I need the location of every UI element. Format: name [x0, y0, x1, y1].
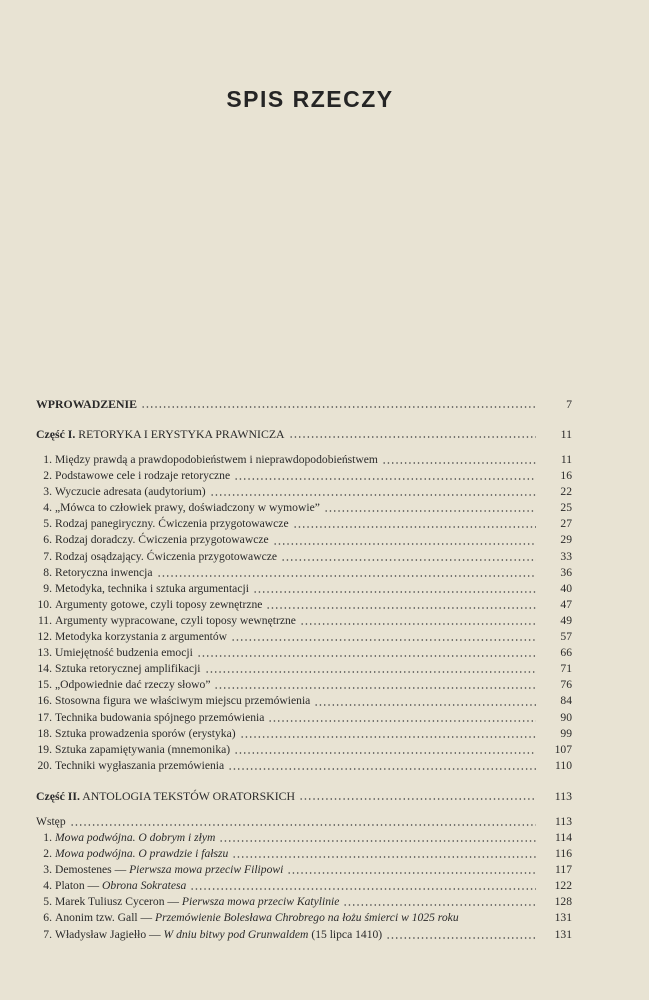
toc-entry	[36, 452, 572, 468]
entry-text: Sztuka prowadzenia sporów (erystyka)	[55, 726, 236, 740]
toc-entry	[36, 565, 572, 581]
page-number: 84	[560, 694, 572, 708]
page-number: 113	[555, 815, 572, 828]
entry-number: 14.	[37, 662, 52, 676]
entry-number: 5.	[43, 895, 52, 909]
entry-label	[36, 629, 227, 645]
entry-number: 8.	[43, 565, 52, 579]
entry-number: 3.	[43, 863, 52, 877]
page-number: 128	[554, 895, 572, 909]
page-number: 66	[560, 646, 572, 660]
entry-text: Umiejętność budzenia emocji	[55, 646, 193, 660]
entry-number: 17.	[37, 710, 52, 724]
entry-text: Argumenty wypracowane, czyli toposy wewnętrzne	[55, 613, 296, 627]
dot-leader	[253, 591, 536, 593]
entry-title-italic: Przemówienie Bolesława Chrobrego na łożu śmierci w 1025 roku	[155, 911, 459, 925]
page-number: 29	[560, 533, 572, 547]
dot-leader	[273, 543, 536, 545]
entry-label	[36, 830, 215, 846]
entry-number: 20.	[37, 758, 52, 772]
entry-label	[36, 500, 320, 516]
dot-leader	[281, 559, 536, 561]
entry-label	[36, 549, 277, 565]
page-number: 47	[560, 597, 572, 611]
dot-leader	[157, 575, 536, 577]
page-number: 71	[560, 662, 572, 676]
entry-text: Wyczucie adresata (audytorium)	[55, 485, 206, 499]
entry-title-italic: Pierwsza mowa przeciw Filipowi	[129, 863, 284, 877]
toc-entry-part2	[36, 788, 572, 804]
dot-leader	[266, 607, 536, 609]
dot-leader	[299, 798, 536, 800]
toc-entry	[36, 597, 572, 613]
entry-text: Marek Tuliusz Cyceron —	[55, 895, 182, 909]
dot-leader	[382, 462, 536, 464]
entry-number: 15.	[37, 678, 52, 692]
page-number: 16	[560, 469, 572, 483]
toc-entry	[36, 468, 572, 484]
dot-leader	[190, 888, 536, 890]
entry-title-italic: Mowa podwójna. O prawdzie i fałszu	[55, 847, 229, 861]
page-number: 40	[560, 581, 572, 595]
page-number: 131	[554, 911, 572, 925]
entry-text: Między prawdą a prawdopodobieństwem i nieprawdopodobieństwem	[55, 453, 378, 466]
toc-part2-heading	[36, 788, 572, 804]
entry-number: 7.	[43, 927, 52, 941]
entry-number: 18.	[37, 726, 52, 740]
dot-leader	[268, 720, 536, 722]
dot-leader	[287, 872, 536, 874]
entry-number: 13.	[37, 646, 52, 660]
entry-text: Anonim tzw. Gall —	[55, 911, 156, 925]
page-number: 76	[560, 678, 572, 692]
entry-label	[36, 862, 283, 878]
entry-number: 5.	[43, 517, 52, 531]
entry-number: 16.	[37, 694, 52, 708]
dot-leader	[232, 856, 536, 858]
entry-label	[36, 581, 249, 597]
entry-number: 1.	[43, 453, 52, 466]
entry-label	[36, 910, 459, 926]
toc-entry	[36, 894, 572, 910]
entry-number: 4.	[43, 501, 52, 515]
entry-label	[36, 758, 224, 774]
toc-part2-intro	[36, 814, 572, 830]
entry-text: Argumenty gotowe, czyli toposy zewnętrzne	[55, 597, 263, 611]
entry-text: Stosowna figura we właściwym miejscu przemówienia	[55, 694, 311, 708]
entry-text: „Odpowiednie dać rzeczy słowo”	[55, 678, 211, 692]
entry-text: Rodzaj panegiryczny. Ćwiczenia przygotowawcze	[55, 517, 289, 531]
dot-leader	[205, 671, 536, 673]
dot-leader	[234, 478, 536, 480]
page-number: 122	[554, 879, 572, 893]
entry-text: Sztuka retorycznej amplifikacji	[55, 662, 201, 676]
entry-label	[36, 894, 339, 910]
toc-part2-items	[36, 830, 572, 943]
toc-entry	[36, 846, 572, 862]
entry-label	[36, 742, 230, 758]
toc-entry	[36, 581, 572, 597]
page-number: 25	[560, 501, 572, 515]
page-number: 110	[555, 758, 572, 772]
part-title: RETORYKA I ERYSTYKA PRAWNICZA	[78, 427, 285, 441]
entry-label	[36, 645, 193, 661]
entry-text: „Mówca to człowiek prawy, doświadczony w wymowie”	[55, 501, 320, 515]
dot-leader	[343, 904, 536, 906]
toc-entry	[36, 927, 572, 943]
page-number: 90	[560, 710, 572, 724]
entry-number: 12.	[37, 630, 52, 644]
dot-leader	[228, 768, 536, 770]
dot-leader	[70, 824, 536, 826]
toc-part1-heading	[36, 426, 572, 442]
dot-leader	[210, 494, 536, 496]
toc-entry	[36, 549, 572, 565]
dot-leader	[141, 406, 536, 408]
dot-leader	[234, 752, 536, 754]
entry-text: Rodzaj osądzający. Ćwiczenia przygotowawcze	[55, 549, 278, 563]
entry-label	[36, 846, 228, 862]
page-number: 11	[560, 453, 572, 466]
toc-entry	[36, 710, 572, 726]
page-number: 33	[560, 549, 572, 563]
toc-entry	[36, 532, 572, 548]
toc-entry	[36, 910, 572, 926]
page-number: 11	[560, 427, 572, 441]
dot-leader	[197, 655, 536, 657]
entry-text: Rodzaj doradczy. Ćwiczenia przygotowawcze	[55, 533, 269, 547]
entry-number: 19.	[37, 742, 52, 756]
dot-leader	[324, 510, 536, 512]
entry-title-italic: W dniu bitwy pod Grunwaldem	[163, 927, 309, 941]
entry-label	[36, 613, 296, 629]
entry-label	[36, 693, 310, 709]
entry-number: 4.	[43, 879, 52, 893]
page-number: 22	[560, 485, 572, 499]
entry-label	[36, 516, 289, 532]
entry-text: Podstawowe cele i rodzaje retoryczne	[55, 469, 231, 483]
entry-label	[36, 661, 201, 677]
page-number: 99	[560, 726, 572, 740]
entry-label	[36, 726, 236, 742]
toc-entry	[36, 830, 572, 846]
dot-leader	[300, 623, 536, 625]
entry-number: 10.	[37, 597, 52, 611]
toc-entry	[36, 726, 572, 742]
toc-entry	[36, 677, 572, 693]
toc-entry	[36, 742, 572, 758]
entry-text: Retoryczna inwencja	[55, 565, 153, 579]
toc-intro	[36, 396, 572, 412]
dot-leader	[219, 840, 536, 842]
entry-title-italic: Pierwsza mowa przeciw Katylinie	[181, 895, 340, 909]
page-number: 7	[566, 397, 572, 411]
dot-leader	[293, 526, 536, 528]
entry-text: Techniki wygłaszania przemówienia	[55, 758, 225, 772]
entry-label	[36, 878, 186, 894]
entry-number: 1.	[43, 831, 52, 844]
entry-label	[36, 484, 206, 500]
entry-title-italic: Obrona Sokratesa	[102, 879, 187, 893]
entry-text-suffix: (15 lipca 1410)	[308, 927, 383, 941]
page-number: 117	[555, 863, 572, 877]
page-number: 114	[555, 831, 572, 844]
page-number: 116	[555, 847, 572, 861]
page-number: 27	[560, 517, 572, 531]
toc-entry	[36, 613, 572, 629]
dot-leader	[386, 937, 536, 939]
entry-label	[36, 597, 262, 613]
page-number: 36	[560, 565, 572, 579]
page-title: SPIS RZECZY	[226, 86, 394, 112]
dot-leader	[463, 921, 536, 923]
dot-leader	[214, 687, 536, 689]
page-number: 107	[554, 742, 572, 756]
entry-number: 3.	[43, 485, 52, 499]
part-prefix: Część II.	[36, 789, 80, 803]
entry-label	[36, 710, 264, 726]
dot-leader	[314, 704, 536, 706]
dot-leader	[240, 736, 536, 738]
toc-entry	[36, 661, 572, 677]
toc-part1-items	[36, 452, 572, 774]
page-number: 113	[554, 789, 572, 803]
entry-label	[36, 565, 153, 581]
toc-entry	[36, 693, 572, 709]
entry-label: WPROWADZENIE	[36, 397, 137, 411]
toc-entry	[36, 645, 572, 661]
entry-label	[36, 468, 230, 484]
toc-entry	[36, 862, 572, 878]
part-prefix: Część I.	[36, 427, 76, 441]
entry-number: 6.	[43, 533, 52, 547]
entry-text: Metodyka, technika i sztuka argumentacji	[55, 581, 249, 595]
dot-leader	[231, 639, 536, 641]
entry-text: Demostenes —	[55, 863, 130, 877]
entry-number: 7.	[43, 549, 52, 563]
toc-entry	[36, 878, 572, 894]
toc-entry-wprowadzenie	[36, 396, 572, 412]
dot-leader	[289, 436, 536, 438]
toc-entry-part1	[36, 426, 572, 442]
entry-title-italic: Mowa podwójna. O dobrym i złym	[55, 831, 216, 844]
toc-entry	[36, 629, 572, 645]
entry-label	[36, 532, 269, 548]
entry-label	[36, 927, 382, 943]
entry-text: Metodyka korzystania z argumentów	[55, 630, 228, 644]
page-number: 49	[560, 613, 572, 627]
entry-text: Sztuka zapamiętywania (mnemonika)	[55, 742, 231, 756]
toc-entry	[36, 516, 572, 532]
entry-text: Władysław Jagiełło —	[55, 927, 164, 941]
toc-entry-wstep	[36, 814, 572, 830]
entry-text: Platon —	[55, 879, 103, 893]
page-number: 131	[554, 927, 572, 941]
toc-entry	[36, 484, 572, 500]
toc-entry	[36, 500, 572, 516]
entry-label	[36, 677, 210, 693]
entry-label	[36, 452, 378, 468]
entry-text: Technika budowania spójnego przemówienia	[55, 710, 265, 724]
entry-number: 2.	[43, 469, 52, 483]
page-number: 57	[560, 630, 572, 644]
entry-number: 2.	[43, 847, 52, 861]
toc-entry	[36, 758, 572, 774]
part-title: ANTOLOGIA TEKSTÓW ORATORSKICH	[82, 789, 296, 803]
entry-number: 6.	[43, 911, 52, 925]
entry-label: Wstęp	[36, 815, 66, 828]
entry-number: 11.	[37, 613, 52, 627]
entry-number: 9.	[43, 581, 52, 595]
